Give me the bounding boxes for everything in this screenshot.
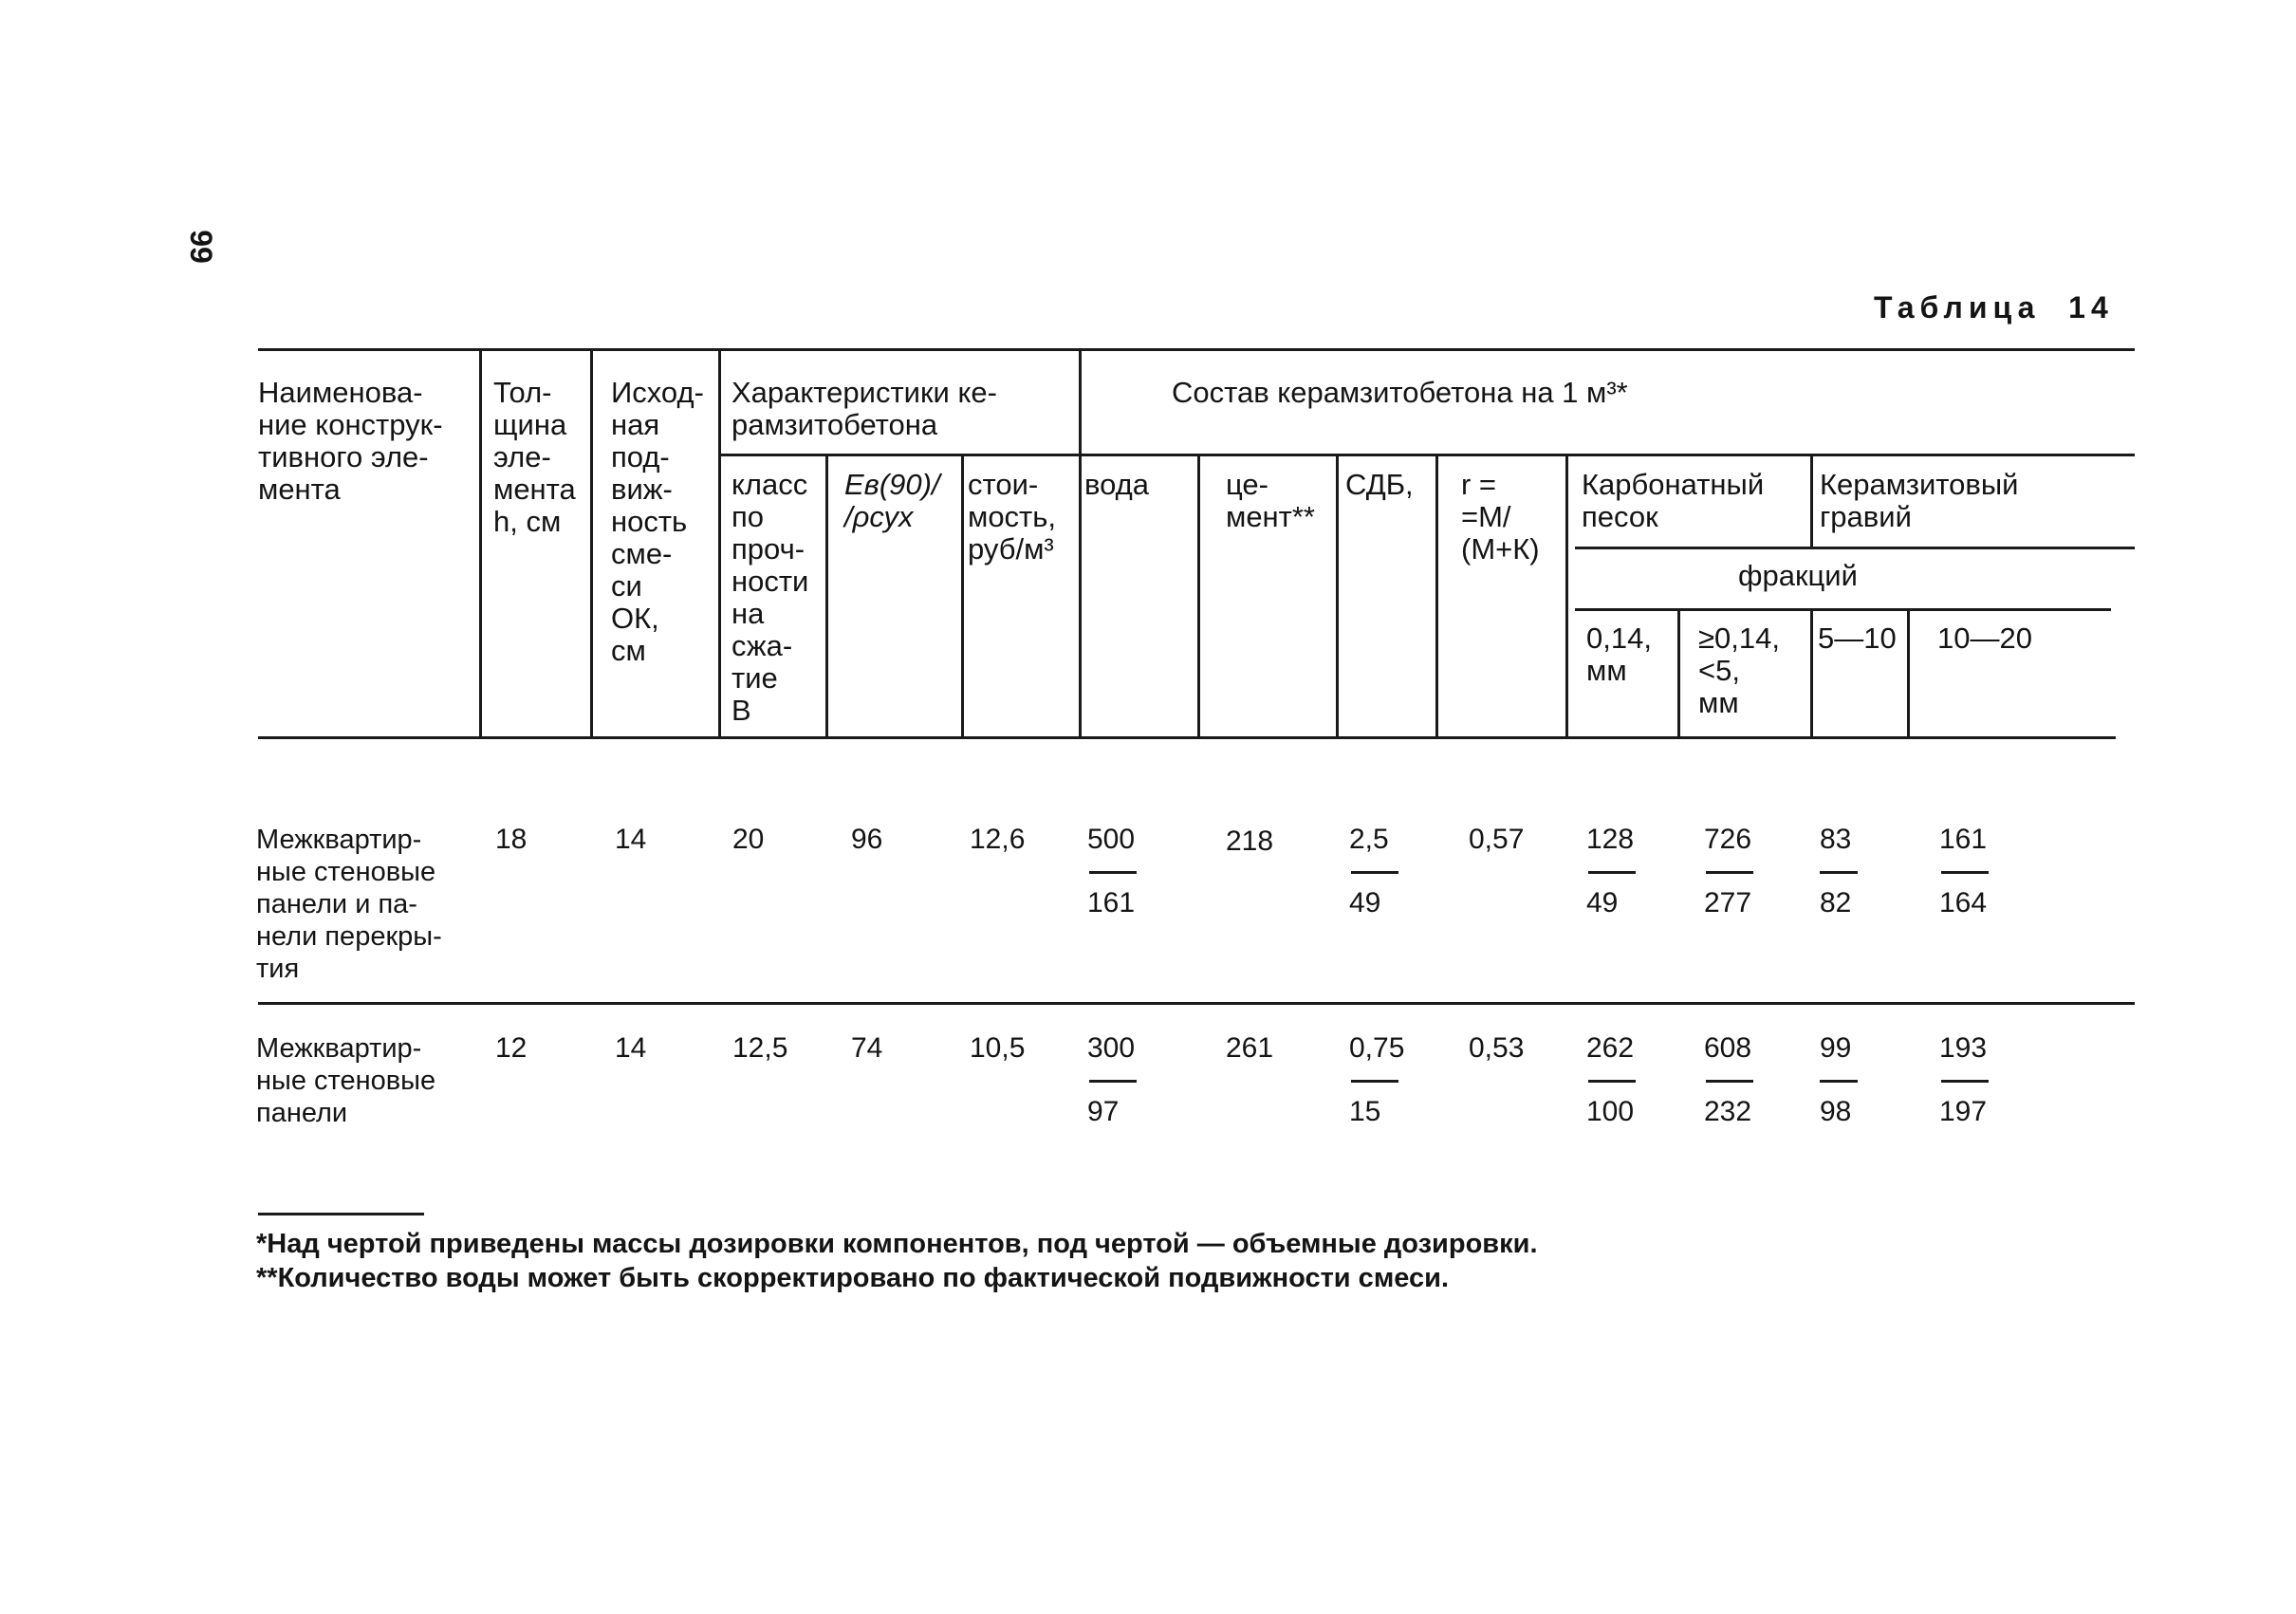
header-fraction-2: ≥0,14, <5, мм xyxy=(1698,621,1780,719)
header-sdb: СДБ, xyxy=(1345,468,1414,501)
fraction-bar xyxy=(1089,1080,1137,1083)
cell-fr4-volume: 164 xyxy=(1939,887,1988,918)
col-divider xyxy=(1197,454,1200,738)
header-thickness: Тол- щина эле- мента h, см xyxy=(493,376,576,538)
cell-ratio: 0,57 xyxy=(1469,824,1525,855)
col-divider xyxy=(1810,454,1813,547)
header-composition: Состав керамзитобетона на 1 м³* xyxy=(1172,376,1628,409)
col-divider xyxy=(1336,454,1339,738)
fraction-rule xyxy=(1575,608,2111,611)
col-divider xyxy=(1435,454,1438,738)
header-cement: це- мент** xyxy=(1226,468,1315,533)
cell-cement: 218 xyxy=(1226,826,1274,857)
col-divider xyxy=(479,348,482,738)
cell-water-volume: 97 xyxy=(1087,1096,1120,1127)
cell-water-volume: 161 xyxy=(1087,887,1136,918)
cell-fr1-mass: 128 xyxy=(1586,824,1635,855)
cell-cost: 10,5 xyxy=(970,1032,1026,1064)
col-divider xyxy=(1810,608,1813,738)
fraction-bar xyxy=(1089,871,1137,874)
header-water: вода xyxy=(1084,468,1150,501)
col-divider xyxy=(590,348,593,738)
header-mobility: Исход- ная под- виж- ность сме- си ОК, см xyxy=(611,376,704,667)
cell-water-mass: 300 xyxy=(1087,1032,1136,1064)
row-name: Межквартир- ные стеновые панели xyxy=(256,1033,436,1128)
cell-fr1-mass: 262 xyxy=(1586,1032,1635,1064)
cell-fr4-mass: 161 xyxy=(1939,824,1988,855)
fraction-bar xyxy=(1941,1080,1989,1083)
cell-sdb-volume: 15 xyxy=(1349,1096,1381,1127)
cell-thickness: 12 xyxy=(495,1032,528,1064)
fraction-bar xyxy=(1351,1080,1398,1083)
header-keramzit-gravel: Керамзитовый гравий xyxy=(1820,468,2019,533)
fraction-bar xyxy=(1351,871,1398,874)
col-divider xyxy=(1565,454,1568,738)
col-divider xyxy=(1907,608,1910,738)
header-fraction-3: 5—10 xyxy=(1818,621,1897,655)
page-number: 99 xyxy=(184,230,218,264)
row-name: Межквартир- ные стеновые панели и па- нели перекры- тия xyxy=(256,825,442,984)
cell-cement: 261 xyxy=(1226,1032,1274,1064)
subheader-rule xyxy=(718,454,2135,456)
cell-sdb-mass: 2,5 xyxy=(1349,824,1389,855)
group-rule xyxy=(1575,547,2135,549)
cell-thickness: 18 xyxy=(495,824,528,855)
footnote-2: **Количество воды может быть скорректировано по фактической подвижности смеси. xyxy=(256,1263,1450,1293)
cell-cost: 12,6 xyxy=(970,824,1026,855)
cell-mobility: 14 xyxy=(615,1032,647,1064)
cell-eb: 96 xyxy=(851,824,883,855)
col-divider xyxy=(1079,348,1082,738)
col-divider xyxy=(718,348,721,738)
header-characteristics: Характеристики ке- рамзитобетона xyxy=(731,376,997,441)
cell-fr1-volume: 49 xyxy=(1586,887,1619,918)
cell-fr4-volume: 197 xyxy=(1939,1096,1988,1127)
cell-fr3-mass: 99 xyxy=(1820,1032,1852,1064)
cell-fr2-mass: 608 xyxy=(1704,1032,1752,1064)
header-ratio: r = =М/ (М+К) xyxy=(1461,468,1540,566)
header-cost: стои- мость, руб/м³ xyxy=(968,468,1057,566)
fraction-bar xyxy=(1588,871,1636,874)
header-fraction-1: 0,14, мм xyxy=(1586,621,1652,687)
header-class: класс по проч- ности на сжа- тие В xyxy=(731,468,809,727)
cell-mobility: 14 xyxy=(615,824,647,855)
cell-sdb-mass: 0,75 xyxy=(1349,1032,1405,1064)
row-separator xyxy=(258,1002,2135,1005)
footnote-rule xyxy=(258,1213,424,1215)
fraction-bar xyxy=(1941,871,1989,874)
header-fraction-4: 10—20 xyxy=(1937,621,2032,655)
cell-fr2-volume: 232 xyxy=(1704,1096,1752,1127)
footnote-1: *Над чертой приведены массы дозировки компонентов, под чертой — объемные дозировки. xyxy=(256,1229,1538,1259)
fraction-bar xyxy=(1820,1080,1858,1083)
header-name: Наименова- ние конструк- тивного эле- мента xyxy=(258,376,443,506)
cell-ratio: 0,53 xyxy=(1469,1032,1525,1064)
fraction-bar xyxy=(1706,871,1753,874)
fraction-bar xyxy=(1588,1080,1636,1083)
header-carbonate-sand: Карбонатный песок xyxy=(1582,468,1765,533)
fraction-bar xyxy=(1820,871,1858,874)
header-eb: Eв(90)/ /ρсух xyxy=(844,468,940,533)
cell-fr3-volume: 98 xyxy=(1820,1096,1852,1127)
cell-water-mass: 500 xyxy=(1087,824,1136,855)
cell-fr3-mass: 83 xyxy=(1820,824,1852,855)
col-divider xyxy=(1677,608,1680,738)
cell-fr2-volume: 277 xyxy=(1704,887,1752,918)
header-fractions: фракций xyxy=(1738,559,1858,592)
cell-class: 12,5 xyxy=(732,1032,788,1064)
cell-fr1-volume: 100 xyxy=(1586,1096,1635,1127)
cell-eb: 74 xyxy=(851,1032,883,1064)
col-divider xyxy=(825,454,828,738)
col-divider xyxy=(961,454,964,738)
header-bottom-rule xyxy=(258,736,2116,739)
cell-class: 20 xyxy=(732,824,765,855)
cell-fr3-volume: 82 xyxy=(1820,887,1852,918)
table-top-rule xyxy=(258,348,2135,351)
fraction-bar xyxy=(1706,1080,1753,1083)
cell-fr4-mass: 193 xyxy=(1939,1032,1988,1064)
table-title: Таблица 14 xyxy=(1874,290,2114,325)
cell-sdb-volume: 49 xyxy=(1349,887,1381,918)
cell-fr2-mass: 726 xyxy=(1704,824,1752,855)
